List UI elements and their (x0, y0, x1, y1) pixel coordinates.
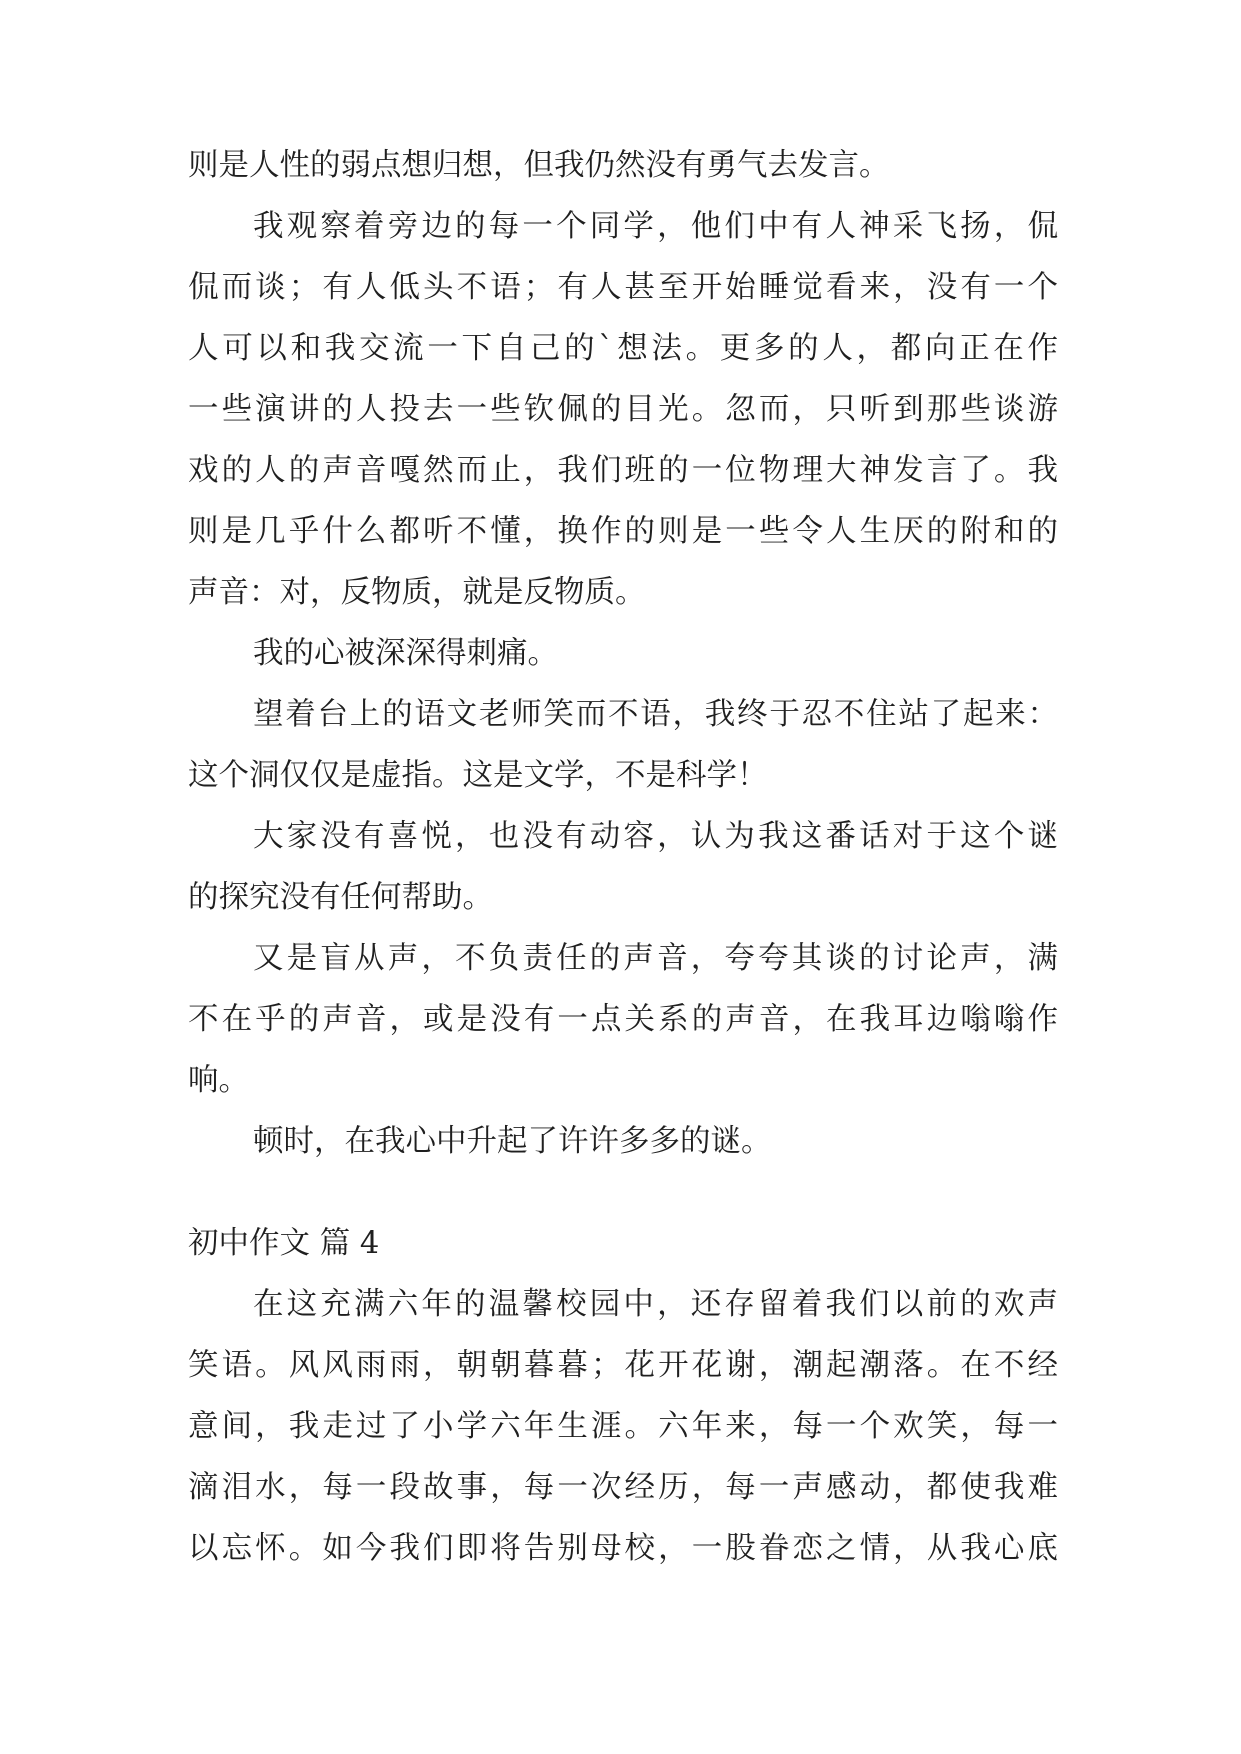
text-line: 戏的人的声音嘎然而止，我们班的一位物理大神发言了。我 (188, 453, 1058, 488)
text-line: 响。 (188, 1063, 249, 1098)
text-line: 则是人性的弱点想归想，但我仍然没有勇气去发言。 (188, 148, 890, 183)
text-line: 意间，我走过了小学六年生涯。六年来，每一个欢笑，每一 (188, 1409, 1058, 1444)
text-line: 声音：对，反物质，就是反物质。 (188, 575, 646, 610)
text-line: 滴泪水，每一段故事，每一次经历，每一声感动，都使我难 (188, 1470, 1058, 1505)
text-line: 不在乎的声音，或是没有一点关系的声音，在我耳边嗡嗡作 (188, 1002, 1058, 1037)
paragraph-first-line: 望着台上的语文老师笑而不语，我终于忍不住站了起来： (253, 697, 1058, 732)
text-line: 的探究没有任何帮助。 (188, 880, 493, 915)
paragraph-first-line: 又是盲从声，不负责任的声音，夸夸其谈的讨论声，满 (253, 941, 1058, 976)
paragraph-first-line: 顿时，在我心中升起了许许多多的谜。 (253, 1124, 772, 1159)
section-heading: 初中作文 篇 4 (188, 1226, 380, 1261)
paragraph-first-line: 我的心被深深得刺痛。 (253, 636, 558, 671)
text-line: 这个洞仅仅是虚指。这是文学，不是科学！ (188, 758, 768, 793)
text-line: 以忘怀。如今我们即将告别母校，一股眷恋之情，从我心底 (188, 1531, 1058, 1566)
text-line: 则是几乎什么都听不懂，换作的则是一些令人生厌的附和的 (188, 514, 1058, 549)
paragraph-first-line: 我观察着旁边的每一个同学，他们中有人神采飞扬，侃 (253, 209, 1058, 244)
text-line: 人可以和我交流一下自己的`想法。更多的人，都向正在作 (188, 331, 1058, 366)
text-line: 笑语。风风雨雨，朝朝暮暮；花开花谢，潮起潮落。在不经 (188, 1348, 1058, 1383)
paragraph-first-line: 大家没有喜悦，也没有动容，认为我这番话对于这个谜 (253, 819, 1058, 854)
text-line: 一些演讲的人投去一些钦佩的目光。忽而，只听到那些谈游 (188, 392, 1058, 427)
text-line: 侃而谈；有人低头不语；有人甚至开始睡觉看来，没有一个 (188, 270, 1058, 305)
paragraph-first-line: 在这充满六年的温馨校园中，还存留着我们以前的欢声 (253, 1287, 1058, 1322)
